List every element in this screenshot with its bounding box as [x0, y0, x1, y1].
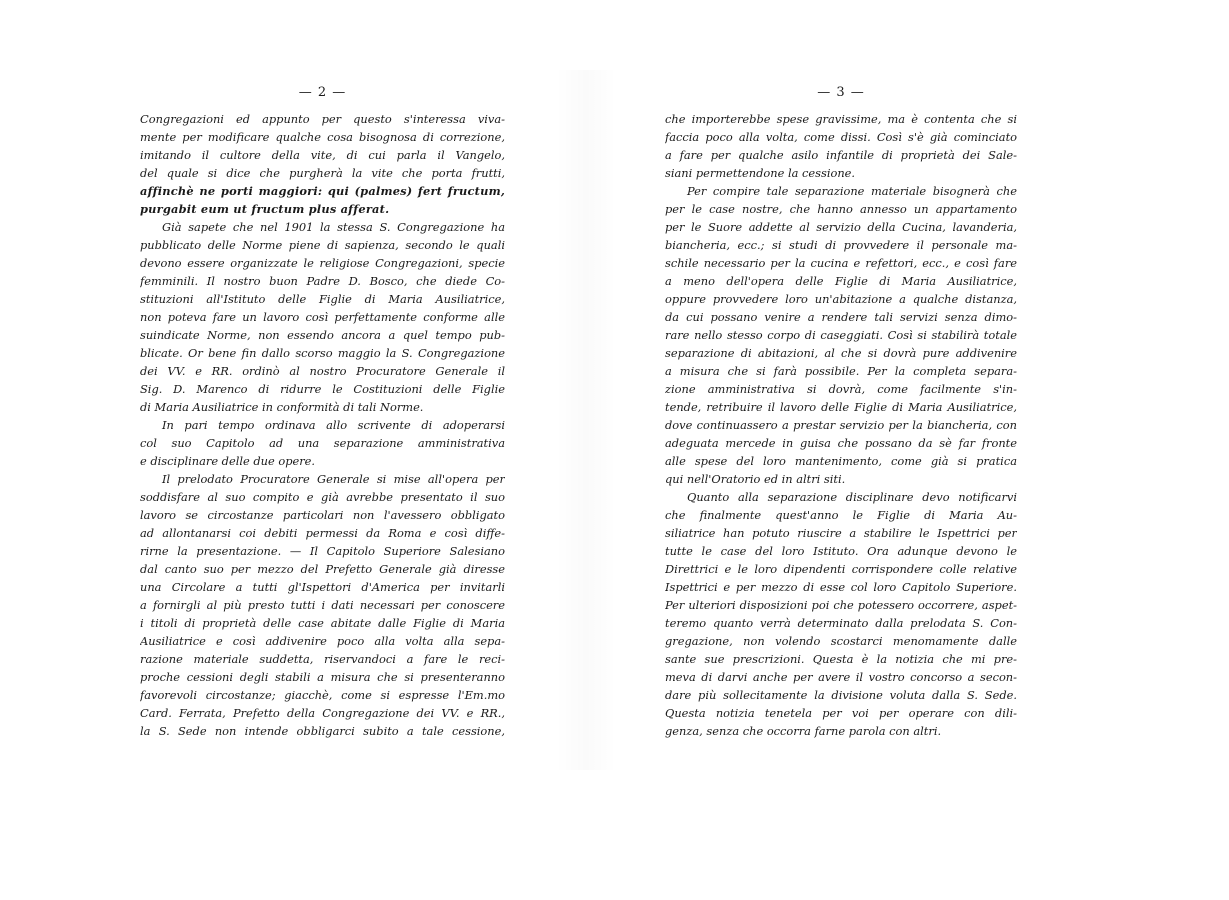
- text-line: adeguata mercede in guisa che possano da sè far fronte: [665, 436, 1017, 450]
- text-line: genza, senza che occorra farne parola con altri.: [665, 724, 942, 738]
- right-page-text: [665, 110, 1017, 740]
- page-number-right: — 3 —: [817, 85, 865, 100]
- left-page-text: [140, 110, 505, 740]
- text-line: che importerebbe spese gravissime, ma è contenta che si: [665, 112, 1017, 126]
- text-line: lavoro se circostanze particolari non l'avessero obbligato: [140, 508, 505, 522]
- text-line: gregazione, non volendo scostarci menomamente dalle: [665, 634, 1017, 648]
- text-line: a fornirgli al più presto tutti i dati necessari per conoscere: [140, 598, 505, 612]
- text-line: alle spese del loro mantenimento, come già si pratica: [665, 454, 1017, 468]
- text-line: Per ulteriori disposizioni poi che potessero occorrere, aspet-: [665, 598, 1017, 612]
- text-line: del quale si dice che purgherà la vite che porta frutti,: [140, 166, 505, 180]
- text-line: faccia poco alla volta, come dissi. Così s'è già cominciato: [665, 130, 1017, 144]
- text-line: siani permettendone la cessione.: [665, 166, 856, 180]
- text-line: biancheria, ecc.; si studi di provvedere il personale ma-: [665, 238, 1017, 252]
- text-line: Ausiliatrice e così addivenire poco alla volta alla sepa-: [140, 634, 505, 648]
- text-line: mente per modificare qualche cosa bisognosa di correzione,: [140, 130, 505, 144]
- text-line: Già sapete che nel 1901 la stessa S. Congregazione ha: [162, 220, 505, 234]
- text-line: una Circolare a tutti gl'Ispettori d'America per invitarli: [140, 580, 505, 594]
- text-line: a misura che si farà possibile. Per la completa separa-: [665, 364, 1017, 378]
- text-line: Per compire tale separazione materiale bisognerà che: [687, 184, 1017, 198]
- text-line: rare nello stesso corpo di caseggiati. Così si stabilirà totale: [665, 328, 1017, 342]
- text-line: qui nell'Oratorio ed in altri siti.: [665, 472, 846, 486]
- text-line: Congregazioni ed appunto per questo s'interessa viva-: [140, 112, 505, 126]
- text-line: blicate. Or bene fin dallo scorso maggio la S. Congregazione: [140, 346, 505, 360]
- page-number-left: — 2 —: [298, 85, 347, 100]
- text-line: sante sue prescrizioni. Questa è la notizia che mi pre-: [665, 652, 1017, 666]
- text-line: dei VV. e RR. ordinò al nostro Procuratore Generale il: [140, 364, 505, 378]
- text-line: devono essere organizzate le religiose Congregazioni, specie: [140, 256, 505, 270]
- text-line: tende, retribuire il lavoro delle Figlie di Maria Ausiliatrice,: [665, 400, 1017, 414]
- text-line: i titoli di proprietà delle case abitate dalle Figlie di Maria: [140, 616, 505, 630]
- text-line: per le Suore addette al servizio della Cucina, lavanderia,: [665, 220, 1017, 234]
- text-line: teremo quanto verrà determinato dalla prelodata S. Con-: [665, 616, 1017, 630]
- text-line: suindicate Norme, non essendo ancora a quel tempo pub-: [140, 328, 505, 342]
- text-line: razione materiale suddetta, riservandoci a fare le reci-: [140, 652, 505, 666]
- text-line: a fare per qualche asilo infantile di proprietà dei Sale-: [665, 148, 1017, 162]
- text-line: oppure provvedere loro un'abitazione a qualche distanza,: [665, 292, 1017, 306]
- text-line: pubblicato delle Norme piene di sapienza, secondo le quali: [140, 238, 505, 252]
- text-line: Ispettrici e per mezzo di esse col loro Capitolo Superiore.: [665, 580, 1017, 594]
- text-line: imitando il cultore della vite, di cui parla il Vangelo,: [140, 148, 505, 162]
- text-line: col suo Capitolo ad una separazione amministrativa: [140, 436, 505, 450]
- text-line: femminili. Il nostro buon Padre D. Bosco, che diede Co-: [140, 274, 505, 288]
- text-line: rirne la presentazione. — Il Capitolo Superiore Salesiano: [140, 544, 505, 558]
- text-line: purgabit eum ut fructum plus afferat.: [140, 202, 390, 216]
- text-line: zione amministrativa si dovrà, come facilmente s'in-: [665, 382, 1017, 396]
- text-line: e disciplinare delle due opere.: [140, 454, 316, 468]
- text-line: Questa notizia tenetela per voi per operare con dili-: [665, 706, 1017, 720]
- text-line: a meno dell'opera delle Figlie di Maria Ausiliatrice,: [665, 274, 1017, 288]
- text-line: Il prelodato Procuratore Generale si mise all'opera per: [162, 472, 505, 486]
- text-line: dove continuassero a prestar servizio per la biancheria, con: [665, 418, 1017, 432]
- text-line: Sig. D. Marenco di ridurre le Costituzioni delle Figlie: [140, 382, 505, 396]
- text-line: la S. Sede non intende obbligarci subito a tale cessione,: [140, 724, 505, 738]
- text-line: Quanto alla separazione disciplinare devo notificarvi: [687, 490, 1017, 504]
- text-line: non poteva fare un lavoro così perfettamente conforme alle: [140, 310, 505, 324]
- text-line: che finalmente quest'anno le Figlie di Maria Au-: [665, 508, 1017, 522]
- text-line: dare più sollecitamente la divisione voluta dalla S. Sede.: [665, 688, 1017, 702]
- text-line: stituzioni all'Istituto delle Figlie di Maria Ausiliatrice,: [140, 292, 505, 306]
- text-line: proche cessioni degli stabili a misura che si presenteranno: [140, 670, 505, 684]
- text-line: Card. Ferrata, Prefetto della Congregazione dei VV. e RR.,: [140, 706, 505, 720]
- text-line: soddisfare al suo compito e già avrebbe presentato il suo: [140, 490, 505, 504]
- text-line: affinchè ne porti maggiori: qui (palmes) fert fructum,: [140, 184, 505, 198]
- text-line: In pari tempo ordinava allo scrivente di adoperarsi: [162, 418, 505, 432]
- text-line: meva di darvi anche per avere il vostro concorso a secon-: [665, 670, 1017, 684]
- text-line: tutte le case del loro Istituto. Ora adunque devono le: [665, 544, 1017, 558]
- text-line: per le case nostre, che hanno annesso un appartamento: [665, 202, 1017, 216]
- text-line: dal canto suo per mezzo del Prefetto Generale già diresse: [140, 562, 505, 576]
- left-page: [140, 80, 505, 760]
- text-line: favorevoli circostanze; giacchè, come si espresse l'Em.mo: [140, 688, 505, 702]
- text-line: separazione di abitazioni, al che si dovrà pure addivenire: [665, 346, 1017, 360]
- right-page: [665, 80, 1017, 760]
- text-line: schile necessario per la cucina e refettori, ecc., e così fare: [665, 256, 1017, 270]
- text-line: siliatrice han potuto riuscire a stabilire le Ispettrici per: [665, 526, 1017, 540]
- text-line: di Maria Ausiliatrice in conformità di tali Norme.: [140, 400, 424, 414]
- text-line: ad allontanarsi coi debiti permessi da Roma e così diffe-: [140, 526, 505, 540]
- text-line: Direttrici e le loro dipendenti corrispondere colle relative: [665, 562, 1017, 576]
- text-line: da cui possano venire a rendere tali servizi senza dimo-: [665, 310, 1017, 324]
- gutter-shadow: [556, 70, 616, 770]
